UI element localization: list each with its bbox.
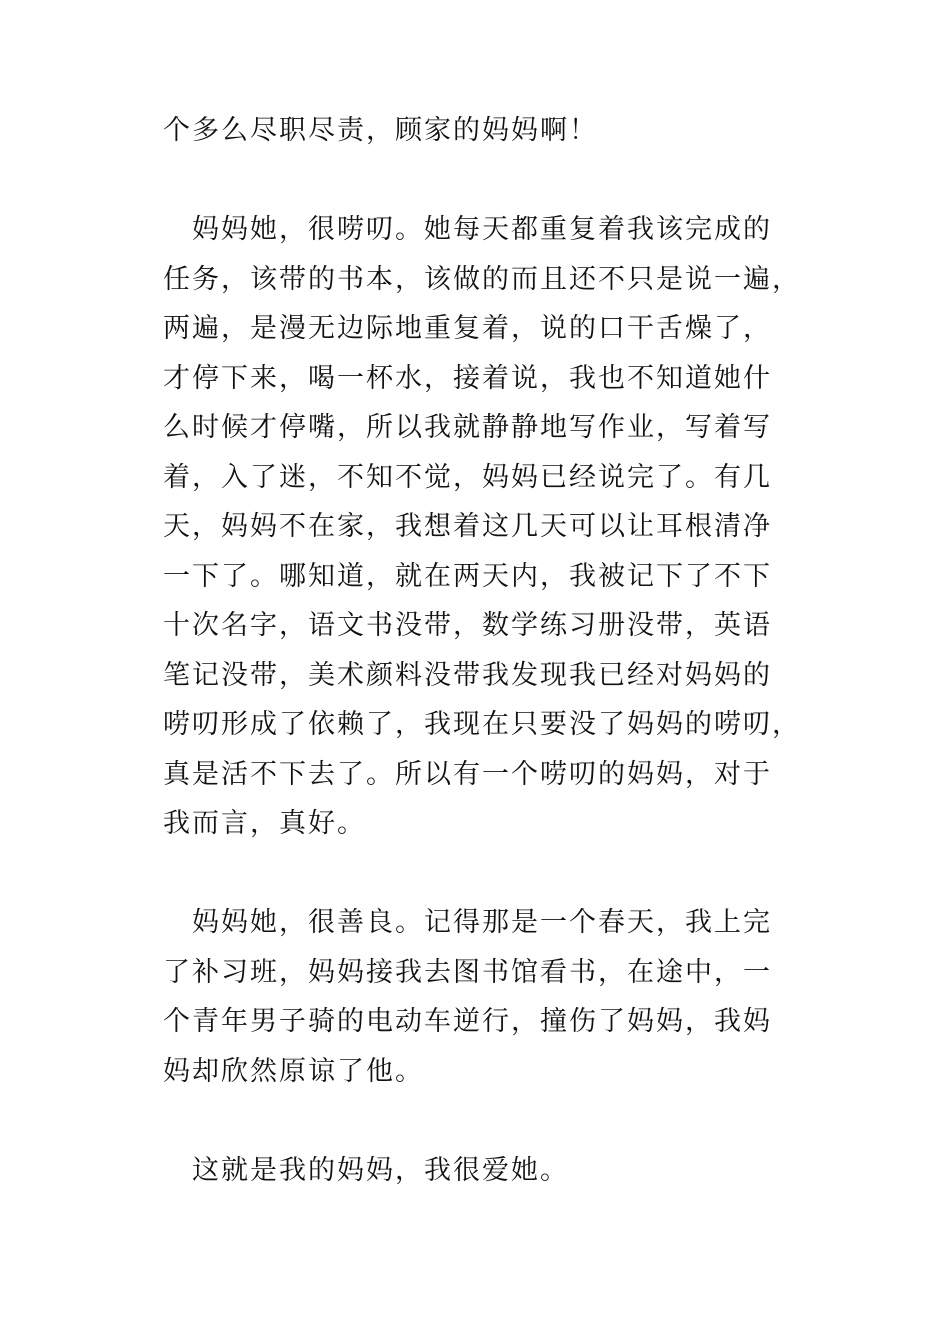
text-line: 才停下来，喝一杯水，接着说，我也不知道她什 [163, 363, 772, 394]
text-line: 妈妈她，很唠叨。她每天都重复着我该完成的 [163, 214, 772, 245]
text-line: 任务，该带的书本，该做的而且还不只是说一遍， [163, 264, 801, 295]
text-line: 个青年男子骑的电动车逆行，撞伤了妈妈，我妈 [163, 1006, 772, 1037]
text-line: 两遍，是漫无边际地重复着，说的口干舌燥了， [163, 313, 772, 344]
text-line: 十次名字，语文书没带，数学练习册没带，英语 [163, 610, 772, 641]
text-line: 唠叨形成了依赖了，我现在只要没了妈妈的唠叨， [163, 709, 801, 740]
text-line: 个多么尽职尽责，顾家的妈妈啊！ [163, 115, 598, 146]
text-line: 一下了。哪知道，就在两天内，我被记下了不下 [163, 561, 772, 592]
text-line: 么时候才停嘴，所以我就静静地写作业，写着写 [163, 412, 772, 443]
text-line: 天，妈妈不在家，我想着这几天可以让耳根清净 [163, 511, 772, 542]
text-line: 着，入了迷，不知不觉，妈妈已经说完了。有几 [163, 462, 772, 493]
text-line: 我而言，真好。 [163, 808, 366, 839]
text-line: 真是活不下去了。所以有一个唠叨的妈妈，对于 [163, 759, 772, 790]
text-line: 这就是我的妈妈，我很爱她。 [163, 1155, 569, 1186]
text-line: 了补习班，妈妈接我去图书馆看书，在途中，一 [163, 957, 772, 988]
text-line: 妈妈她，很善良。记得那是一个春天，我上完 [163, 907, 772, 938]
text-line: 笔记没带，美术颜料没带我发现我已经对妈妈的 [163, 660, 772, 691]
text-line: 妈却欣然原谅了他。 [163, 1056, 424, 1087]
